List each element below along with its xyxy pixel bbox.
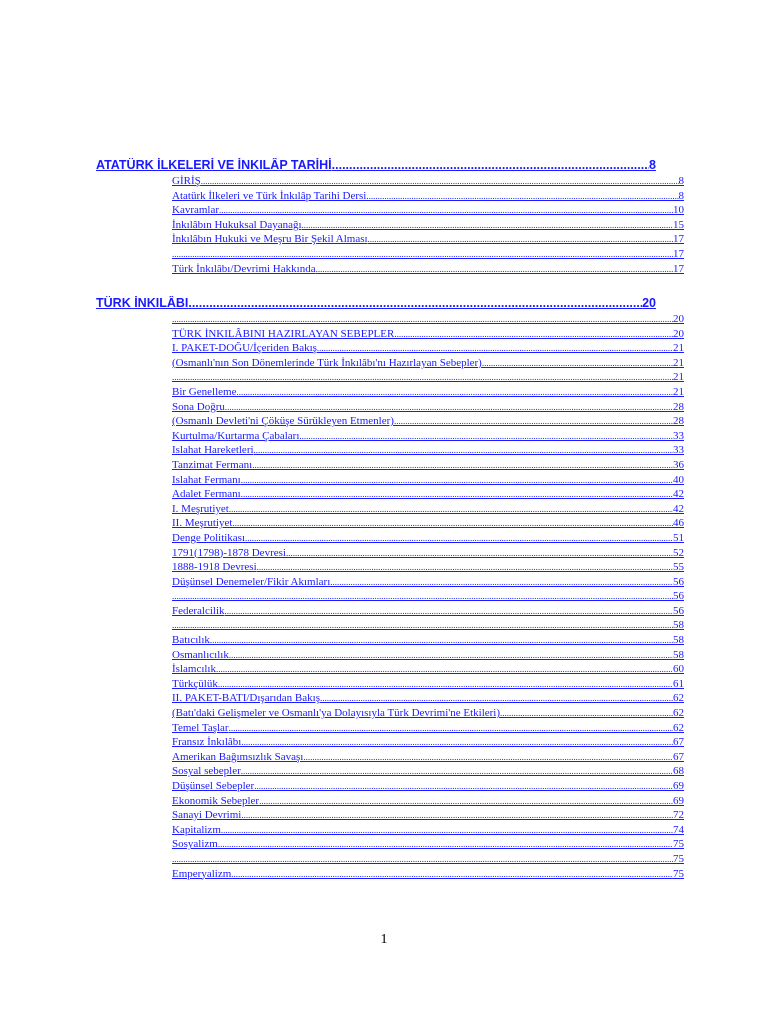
toc-entry-label: Türkçülük bbox=[172, 677, 218, 690]
toc-leader-dots bbox=[172, 589, 673, 604]
toc-entry-page: 55 bbox=[673, 561, 684, 574]
toc-heading-page: 20 bbox=[642, 296, 656, 310]
toc-entry-link[interactable] bbox=[172, 706, 684, 721]
toc-entry-page: 8 bbox=[678, 175, 684, 187]
toc-leader-dots bbox=[241, 735, 673, 750]
toc-leader-dots bbox=[252, 458, 673, 473]
toc-leader-dots bbox=[394, 327, 673, 342]
toc-entry-page: 17 bbox=[673, 262, 684, 275]
toc-entry-link[interactable] bbox=[172, 341, 684, 356]
toc-entry-page: 33 bbox=[673, 429, 684, 442]
toc-entry-page: 62 bbox=[673, 692, 684, 705]
toc-entry-link[interactable] bbox=[172, 487, 684, 502]
toc-entry-page: 56 bbox=[673, 604, 684, 617]
toc-entry-label: Düşünsel Sebepler bbox=[172, 780, 255, 792]
toc-entry-link[interactable] bbox=[172, 429, 684, 444]
toc-leader-dots bbox=[254, 443, 673, 458]
toc-entry-link[interactable] bbox=[172, 232, 684, 247]
toc-entry-page: 68 bbox=[673, 765, 684, 778]
toc-entry-link[interactable] bbox=[172, 735, 684, 750]
toc-entry-label: Federalcilik bbox=[172, 604, 225, 617]
toc-heading-title: ATATÜRK İLKELERİ VE İNKILÂP TARİHİ bbox=[96, 158, 332, 172]
toc-leader-dots bbox=[216, 662, 673, 677]
toc-entry-label: 1791(1798)-1878 Devresi bbox=[172, 546, 286, 559]
toc-leader-dots bbox=[225, 400, 673, 415]
toc-entry-page: 51 bbox=[673, 531, 684, 544]
toc-leader-dots bbox=[500, 706, 673, 721]
toc-entry-link[interactable] bbox=[172, 589, 684, 604]
toc-entry-link[interactable] bbox=[172, 560, 684, 575]
toc-entry-label: İnkılâbın Hukuki ve Meşru Bir Şekil Alması bbox=[172, 233, 368, 246]
toc-entry-label: Denge Politikası bbox=[172, 531, 246, 544]
toc-entry-label: Atatürk İlkeleri ve Türk İnkılâp Tarihi Dersi bbox=[172, 189, 367, 202]
toc-entry-page: 62 bbox=[673, 707, 684, 720]
toc-leader-dots bbox=[231, 867, 673, 882]
toc-entry-link[interactable] bbox=[172, 721, 684, 736]
toc-entry-link[interactable] bbox=[172, 575, 684, 590]
toc-leader-dots bbox=[241, 764, 673, 779]
toc-entry-label: (Batı'daki Gelişmeler ve Osmanlı'ya Dolayısıyla Türk Devrimi'ne Etkileri) bbox=[172, 707, 501, 720]
toc-entry-link[interactable] bbox=[172, 312, 684, 327]
toc-leader-dots bbox=[225, 604, 673, 619]
toc-leader-dots bbox=[303, 750, 673, 765]
toc-entries-section-1 bbox=[172, 174, 684, 276]
toc-entry-link[interactable] bbox=[172, 174, 684, 189]
toc-entry-link[interactable] bbox=[172, 400, 684, 415]
toc-entry-link[interactable] bbox=[172, 203, 684, 218]
toc-heading-link[interactable] bbox=[96, 158, 656, 174]
toc-leader-dots bbox=[482, 356, 673, 371]
toc-entry-link[interactable] bbox=[172, 414, 684, 429]
toc-entry-page: 15 bbox=[673, 218, 684, 231]
toc-entry-label: I. PAKET-DOĞU/İçeriden Bakış bbox=[172, 342, 317, 355]
toc-entry-page: 33 bbox=[673, 444, 684, 457]
toc-entry-label: Batıcılık bbox=[172, 634, 210, 647]
toc-entry-link[interactable] bbox=[172, 262, 684, 277]
toc-entry-link[interactable] bbox=[172, 764, 684, 779]
toc-heading-turk-inkilabi[interactable] bbox=[96, 296, 656, 312]
toc-leader-dots bbox=[210, 633, 673, 648]
toc-entry-label: Kapitalizm bbox=[172, 823, 221, 836]
toc-entries-section-2 bbox=[172, 312, 684, 881]
toc-entry-page: 75 bbox=[673, 867, 684, 880]
toc-entry-label: Sosyal sebepler bbox=[172, 765, 241, 778]
toc-entry-link[interactable] bbox=[172, 473, 684, 488]
toc-leader-dots bbox=[201, 174, 679, 189]
toc-entry-label: (Osmanlı Devleti'ni Çöküşe Sürükleyen Etmenler) bbox=[172, 415, 394, 428]
toc-entry-link[interactable] bbox=[172, 218, 684, 233]
toc-leader-dots bbox=[366, 189, 678, 204]
toc-entry-link[interactable] bbox=[172, 618, 684, 633]
toc-entry-label: (Osmanlı'nın Son Dönemlerinde Türk İnkılâbı'nı Hazırlayan Sebepler) bbox=[172, 356, 482, 369]
toc-entry-page: 75 bbox=[673, 838, 684, 851]
toc-entry-label: TÜRK İNKILÂBINI HAZIRLAYAN SEBEPLER bbox=[172, 327, 395, 340]
toc-entry-link[interactable] bbox=[172, 531, 684, 546]
toc-entry-page: 56 bbox=[673, 590, 684, 603]
toc-entry-page: 10 bbox=[673, 204, 684, 217]
toc-entry-page: 40 bbox=[673, 473, 684, 486]
toc-entry-label: İnkılâbın Hukuksal Dayanağı bbox=[172, 218, 302, 231]
toc-leader-dots bbox=[232, 516, 673, 531]
toc-entry-label: Ekonomik Sebepler bbox=[172, 794, 260, 807]
toc-leader-dots bbox=[172, 852, 673, 867]
toc-entry-link[interactable] bbox=[172, 370, 684, 385]
toc-entry-page: 61 bbox=[673, 677, 684, 690]
toc-entry-link[interactable] bbox=[172, 604, 684, 619]
toc-entry-link[interactable] bbox=[172, 662, 684, 677]
toc-entry-link[interactable] bbox=[172, 189, 684, 204]
toc-entry-page: 21 bbox=[673, 385, 684, 398]
toc-entry-label: Kavramlar bbox=[172, 204, 220, 217]
toc-entry-page: 20 bbox=[673, 327, 684, 340]
toc-leader-dots bbox=[188, 296, 642, 310]
toc-entry-link[interactable] bbox=[172, 443, 684, 458]
toc-entry-page: 42 bbox=[673, 502, 684, 515]
toc-entry-label: II. PAKET-BATI/Dışarıdan Bakış bbox=[172, 692, 320, 705]
toc-entry-link[interactable] bbox=[172, 458, 684, 473]
toc-entry-label: Tanzimat Fermanı bbox=[172, 458, 253, 471]
toc-entry-label: Sanayi Devrimi bbox=[172, 809, 242, 822]
toc-entry-label: Temel Taşlar bbox=[172, 721, 229, 734]
toc-leader-dots bbox=[316, 262, 673, 277]
page-number: 1 bbox=[380, 932, 388, 947]
toc-entry-link[interactable] bbox=[172, 502, 684, 517]
toc-leader-dots bbox=[254, 779, 673, 794]
toc-leader-dots bbox=[229, 648, 673, 663]
toc-leader-dots bbox=[241, 808, 673, 823]
toc-entry-link[interactable] bbox=[172, 677, 684, 692]
toc-leader-dots bbox=[172, 370, 673, 385]
toc-leader-dots bbox=[332, 158, 649, 172]
toc-entry-page: 8 bbox=[678, 189, 684, 202]
toc-entry-label: II. Meşrutiyet bbox=[172, 517, 233, 530]
toc-leader-dots bbox=[394, 414, 673, 429]
toc-entry-link[interactable] bbox=[172, 750, 684, 765]
toc-entry-page: 21 bbox=[673, 371, 684, 384]
toc-entry-page: 69 bbox=[673, 794, 684, 807]
toc-entry-page: 58 bbox=[673, 619, 684, 632]
toc-heading-ataturk-ilkeleri[interactable] bbox=[96, 158, 656, 174]
toc-leader-dots bbox=[286, 546, 673, 561]
toc-entry-link[interactable] bbox=[172, 823, 684, 838]
toc-entry-page: 28 bbox=[673, 400, 684, 413]
toc-leader-dots bbox=[257, 560, 673, 575]
toc-entry-page: 56 bbox=[673, 575, 684, 588]
toc-entry-page: 17 bbox=[673, 233, 684, 246]
toc-entry-link[interactable] bbox=[172, 691, 684, 706]
toc-entry-link[interactable] bbox=[172, 546, 684, 561]
toc-entry-page: 17 bbox=[673, 247, 684, 260]
toc-heading-title: TÜRK İNKILÂBI bbox=[96, 296, 189, 310]
toc-entry-page: 46 bbox=[673, 517, 684, 530]
toc-entry-link[interactable] bbox=[172, 516, 684, 531]
toc-leader-dots bbox=[172, 618, 673, 633]
toc-entry-link[interactable] bbox=[172, 867, 684, 882]
toc-entry-label: Bir Genelleme bbox=[172, 385, 237, 398]
toc-leader-dots bbox=[317, 341, 673, 356]
toc-leader-dots bbox=[245, 531, 673, 546]
toc-entry-page: 52 bbox=[673, 546, 684, 559]
toc-entry-link[interactable] bbox=[172, 837, 684, 852]
toc-entry-page: 69 bbox=[673, 780, 684, 792]
toc-entry-link[interactable] bbox=[172, 648, 684, 663]
toc-entry-label: Amerikan Bağımsızlık Savaşı bbox=[172, 750, 304, 763]
toc-entry-link[interactable] bbox=[172, 633, 684, 648]
toc-entry-label: I. Meşrutiyet bbox=[172, 502, 229, 515]
toc-entry-label: Adalet Fermanı bbox=[172, 488, 241, 501]
toc-leader-dots bbox=[259, 794, 673, 809]
toc-leader-dots bbox=[320, 691, 673, 706]
toc-leader-dots bbox=[368, 232, 673, 247]
toc-entry-page: 58 bbox=[673, 648, 684, 661]
toc-entry-page: 62 bbox=[673, 721, 684, 734]
toc-leader-dots bbox=[330, 575, 673, 590]
toc-entry-page: 72 bbox=[673, 809, 684, 822]
toc-leader-dots bbox=[172, 247, 673, 262]
toc-leader-dots bbox=[241, 473, 673, 488]
toc-entry-link[interactable] bbox=[172, 356, 684, 371]
toc-leader-dots bbox=[229, 721, 673, 736]
toc-entry-label: Fransız İnkılâbı bbox=[172, 736, 242, 749]
toc-entry-label: Sona Doğru bbox=[172, 400, 225, 413]
toc-leader-dots bbox=[221, 823, 673, 838]
toc-entry-page: 28 bbox=[673, 415, 684, 428]
toc-entry-link[interactable] bbox=[172, 852, 684, 867]
toc-entry-link[interactable] bbox=[172, 794, 684, 809]
toc-entry-page: 75 bbox=[673, 852, 684, 865]
toc-entry-page: 74 bbox=[673, 823, 684, 836]
toc-entry-label: Türk İnkılâbı/Devrimi Hakkında bbox=[172, 262, 316, 275]
toc-entry-label: Islahat Fermanı bbox=[172, 473, 241, 486]
toc-entry-page: 36 bbox=[673, 458, 684, 471]
toc-leader-dots bbox=[302, 218, 673, 233]
toc-entry-page: 21 bbox=[673, 356, 684, 369]
toc-leader-dots bbox=[299, 429, 673, 444]
toc-entry-label: Düşünsel Denemeler/Fikir Akımları bbox=[172, 575, 331, 588]
toc-entry-link[interactable] bbox=[172, 247, 684, 262]
toc-leader-dots bbox=[236, 385, 673, 400]
toc-leader-dots bbox=[229, 502, 673, 517]
toc-entry-label: Emperyalizm bbox=[172, 867, 232, 880]
toc-entry-page: 42 bbox=[673, 488, 684, 501]
toc-entry-link[interactable] bbox=[172, 385, 684, 400]
toc-leader-dots bbox=[218, 837, 673, 852]
toc-heading-link[interactable] bbox=[96, 296, 656, 312]
toc-leader-dots bbox=[219, 203, 673, 218]
toc-entry-label: Islahat Hareketleri bbox=[172, 444, 254, 457]
toc-leader-dots bbox=[172, 312, 673, 327]
toc-entry-page: 67 bbox=[673, 736, 684, 749]
toc-entry-link[interactable] bbox=[172, 808, 684, 823]
toc-entry-label: Kurtulma/Kurtarma Çabaları bbox=[172, 429, 300, 442]
toc-heading-page: 8 bbox=[649, 158, 656, 172]
toc-leader-dots bbox=[218, 677, 673, 692]
toc-entry-link[interactable] bbox=[172, 779, 684, 794]
toc-entry-page: 60 bbox=[673, 663, 684, 676]
toc-entry-label: Osmanlıcılık bbox=[172, 648, 229, 661]
toc-entry-link[interactable] bbox=[172, 327, 684, 342]
toc-entry-page: 21 bbox=[673, 342, 684, 355]
toc-leader-dots bbox=[241, 487, 673, 502]
toc-entry-page: 58 bbox=[673, 634, 684, 647]
toc-entry-page: 67 bbox=[673, 750, 684, 763]
toc-entry-label: İslamcılık bbox=[172, 663, 216, 676]
toc-entry-page: 20 bbox=[673, 313, 684, 325]
toc-entry-label: 1888-1918 Devresi bbox=[172, 561, 257, 574]
toc-entry-label: Sosyalizm bbox=[172, 838, 218, 851]
toc-entry-label: GİRİŞ bbox=[172, 175, 201, 187]
